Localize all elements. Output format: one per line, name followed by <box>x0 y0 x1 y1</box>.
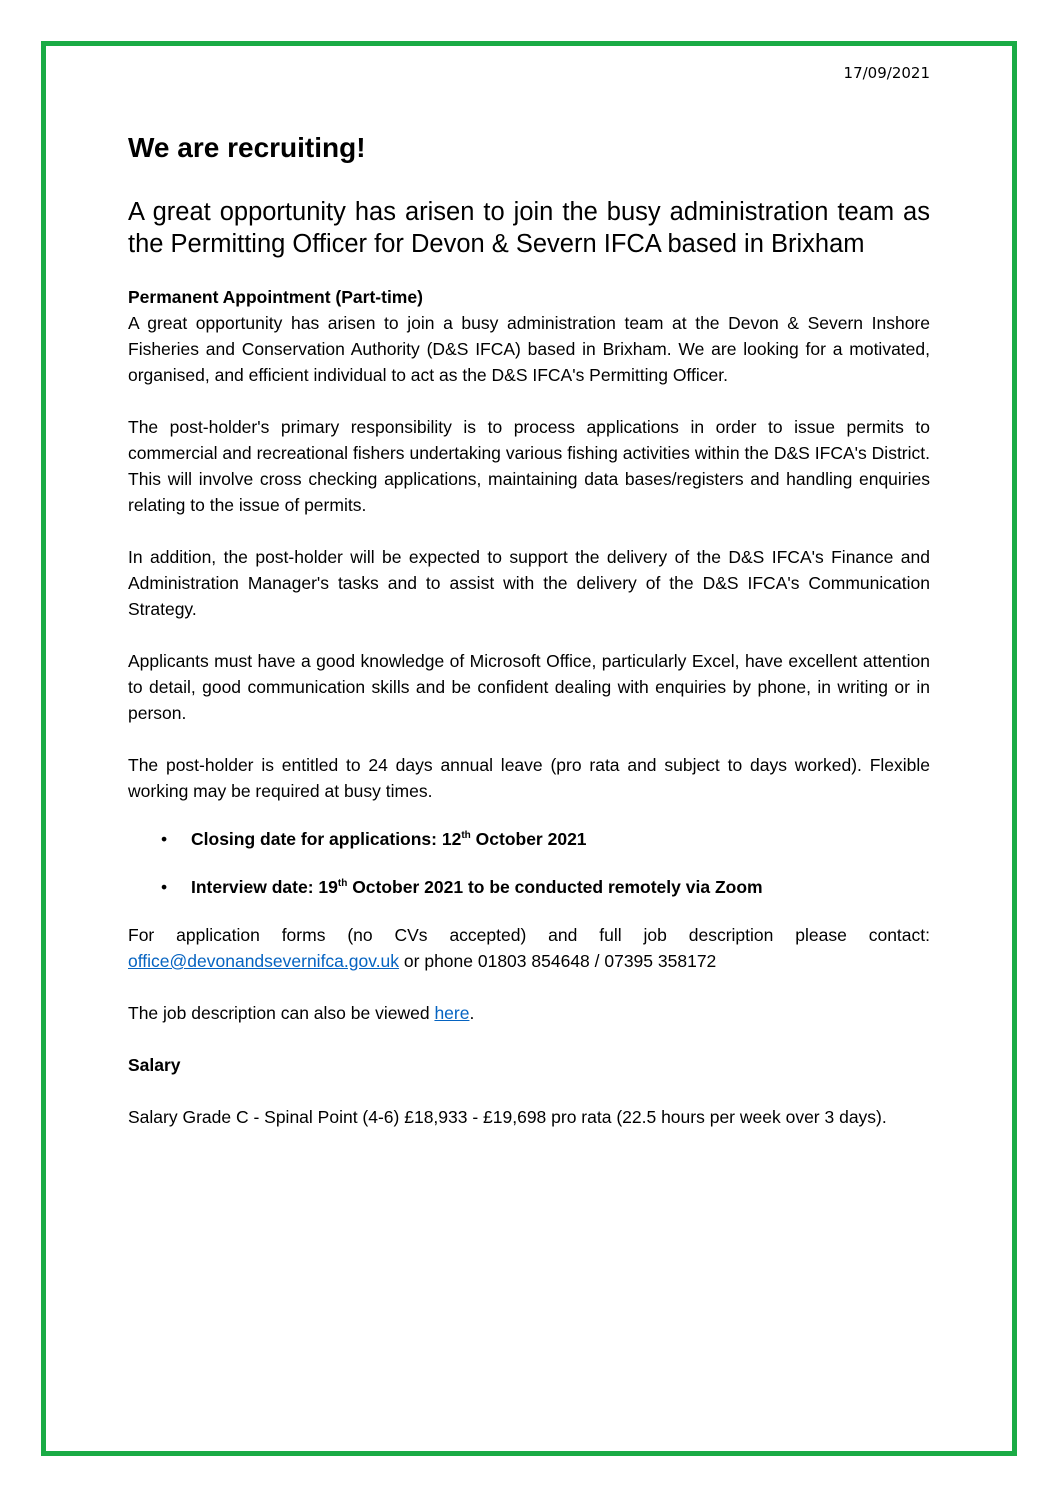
contact-phone: or phone 01803 854648 / 07395 358172 <box>399 951 717 971</box>
salary-text: Salary Grade C - Spinal Point (4-6) £18,933 - £19,698 pro rata (22.5 hours per week over 3 days). <box>128 1107 887 1127</box>
page-subtitle: A great opportunity has arisen to join the busy administration team as the Permitting Officer for Devon & Severn IFCA based in Brixham <box>128 198 930 258</box>
document-body <box>128 130 930 1130</box>
contact-paragraph <box>128 922 930 974</box>
list-item-closing-date: • Closing date for applications: 12th October 2021 <box>191 826 930 852</box>
paragraph-requirements: Applicants must have a good knowledge of Microsoft Office, particularly Excel, have excellent attention to detail, good communication skills and be confident dealing with enquiries by phone, in writing or in person. <box>128 651 930 723</box>
key-dates-list <box>128 826 930 900</box>
salary-heading: Salary <box>128 1055 181 1075</box>
job-description-link[interactable]: here <box>434 1003 470 1023</box>
appointment-heading: Permanent Appointment (Part-time) <box>128 287 423 307</box>
paragraph-responsibility: The post-holder's primary responsibility is to process applications in order to issue permits to commercial and recreational fishers undertaking various fishing activities within the D&S IFCA's District. This will involve cross checking applications, maintaining data bases/registers and handling enquiries relating to the issue of permits. <box>128 417 930 515</box>
bullet-icon: • <box>161 877 168 897</box>
appointment-intro: A great opportunity has arisen to join a busy administration team at the Devon & Severn Inshore Fisheries and Conservation Authority (D&S IFCA) based in Brixham. We are looking for a motivated, organised, and efficient individual to act as the D&S IFCA's Permitting Officer. <box>128 313 930 385</box>
email-link[interactable]: office@devonandsevernifca.gov.uk <box>128 951 400 971</box>
list-item-interview-date: • Interview date: 19th October 2021 to be conducted remotely via Zoom <box>191 874 930 900</box>
bullet-icon: • <box>161 829 168 849</box>
document-date: 17/09/2021 <box>843 64 930 82</box>
page-title: We are recruiting! <box>128 132 366 163</box>
paragraph-support: In addition, the post-holder will be expected to support the delivery of the D&S IFCA's Finance and Administration Manager's tasks and to assist with the delivery of the D&S IFCA's Communication Strategy. <box>128 547 930 619</box>
job-description-paragraph: The job description can also be viewed here. <box>128 1003 475 1023</box>
contact-text: For application forms (no CVs accepted) and full job description please contact: <box>128 925 930 945</box>
paragraph-leave: The post-holder is entitled to 24 days annual leave (pro rata and subject to days worked). Flexible working may be required at busy times. <box>128 755 930 801</box>
main-text <box>128 284 930 1130</box>
